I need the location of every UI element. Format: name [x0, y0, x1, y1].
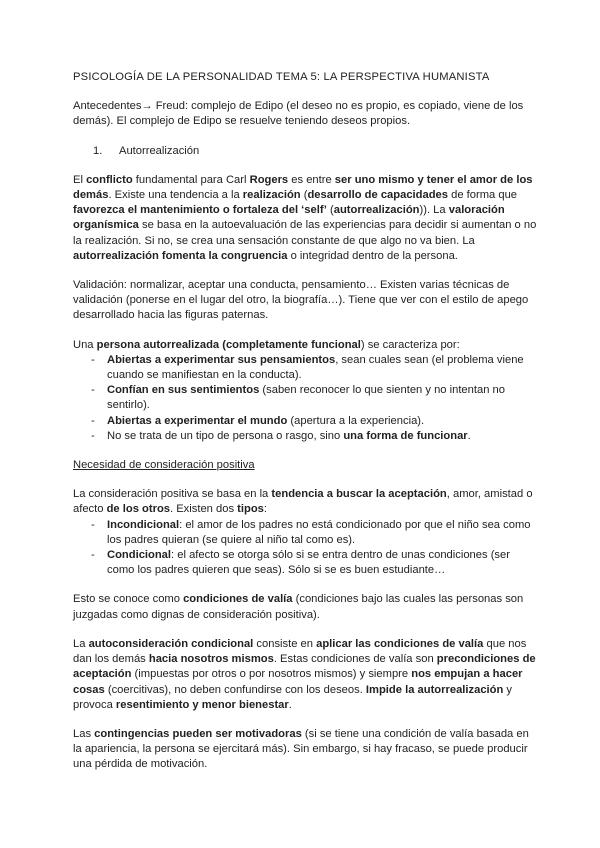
contingencias-paragraph: Las contingencias pueden ser motivadoras (si se tiene una condición de valía basada en la apariencia, la persona se ejercitará más). Sin embargo, si hay fracaso, se puede producir una pérdida de motivación.	[73, 727, 529, 771]
dash-bullet: -	[91, 353, 95, 366]
tipos-list	[73, 518, 540, 579]
validacion-paragraph: Validación: normalizar, aceptar una conducta, pensamiento… Existen varias técnicas de validación (ponerse en el lugar del otro, la biografía…). Tiene que ver con el estilo de apego desarrollado hacia las figuras paternas.	[73, 279, 529, 322]
conflicto-paragraph: El conflicto fundamental para Carl Rogers es entre ser uno mismo y tener el amor de los demás. Existe una tendencia a la realización (desarrollo de capacidades de forma que favorezca el mantenimiento o fortaleza del ‘self’ (autorrealización)). La valoración organísmica se basa en la autoevaluación de las experiencias para decidir si aumentan o no la realización. Si no, se crea una sensación constante de que algo no va bien. La autorrealización fomenta la congruencia o integridad dentro de la persona.	[73, 173, 537, 262]
antecedentes-paragraph: Antecedentes→ Freud: complejo de Edipo (el deseo no es propio, es copiado, viene de los demás). El complejo de Edipo se resuelve teniendo deseos propios.	[73, 100, 524, 128]
list-item: - Abiertas a experimentar sus pensamientos, sean cuales sean (el problema viene cuando se manifiestan en la conducta).	[91, 353, 524, 382]
section-heading-necesidad: Necesidad de consideración positiva	[73, 459, 255, 472]
dash-bullet: -	[91, 429, 95, 442]
persona-paragraph: Una persona autorrealizada (completamente funcional) se caracteriza por:	[73, 338, 460, 351]
dash-bullet: -	[91, 414, 95, 427]
persona-list	[73, 353, 540, 444]
list-item: - Abiertas a experimentar el mundo (apertura a la experiencia).	[73, 414, 540, 429]
section-number: 1.	[93, 144, 103, 157]
section-heading-autorrealizacion	[93, 144, 540, 159]
list-item: - Incondicional: el amor de los padres no está condicionado por que el niño sea como los padres quieran (se quiere al niño tal como es).	[91, 518, 531, 546]
dash-bullet: -	[91, 384, 95, 397]
autoconsideracion-paragraph: La autoconsideración condicional consiste en aplicar las condiciones de valía que nos dan los demás hacia nosotros mismos. Estas condiciones de valía son precondiciones de aceptación (impuestas por otros o por nosotros mismos) y siempre nos empujan a hacer cosas (coercitivas), no deben confundirse con los deseos. Impide la autorrealización y provoca resentimiento y menor bienestar.	[73, 637, 536, 711]
list-item: - Condicional: el afecto se otorga sólo si se entra dentro de unas condiciones (ser como los padres quieren que seas). Sólo si se es buen estudiante…	[91, 549, 510, 577]
consideracion-paragraph: La consideración positiva se basa en la tendencia a buscar la aceptación, amor, amistad o afecto de los otros. Existen dos tipos:	[73, 488, 533, 516]
document-title: PSICOLOGÍA DE LA PERSONALIDAD TEMA 5: LA PERSPECTIVA HUMANISTA	[73, 71, 490, 83]
condiciones-paragraph: Esto se conoce como condiciones de valía (condiciones bajo las cuales las personas son juzgadas como dignas de consideración positiva).	[73, 593, 524, 621]
dash-bullet: -	[91, 549, 95, 562]
dash-bullet: -	[91, 518, 95, 531]
list-item: - No se trata de un tipo de persona o rasgo, sino una forma de funcionar.	[73, 429, 540, 444]
section-label: Autorrealización	[119, 144, 200, 157]
list-item: - Confían en sus sentimientos (saben reconocer lo que sienten y no intentan no sentirlo).	[91, 384, 505, 412]
